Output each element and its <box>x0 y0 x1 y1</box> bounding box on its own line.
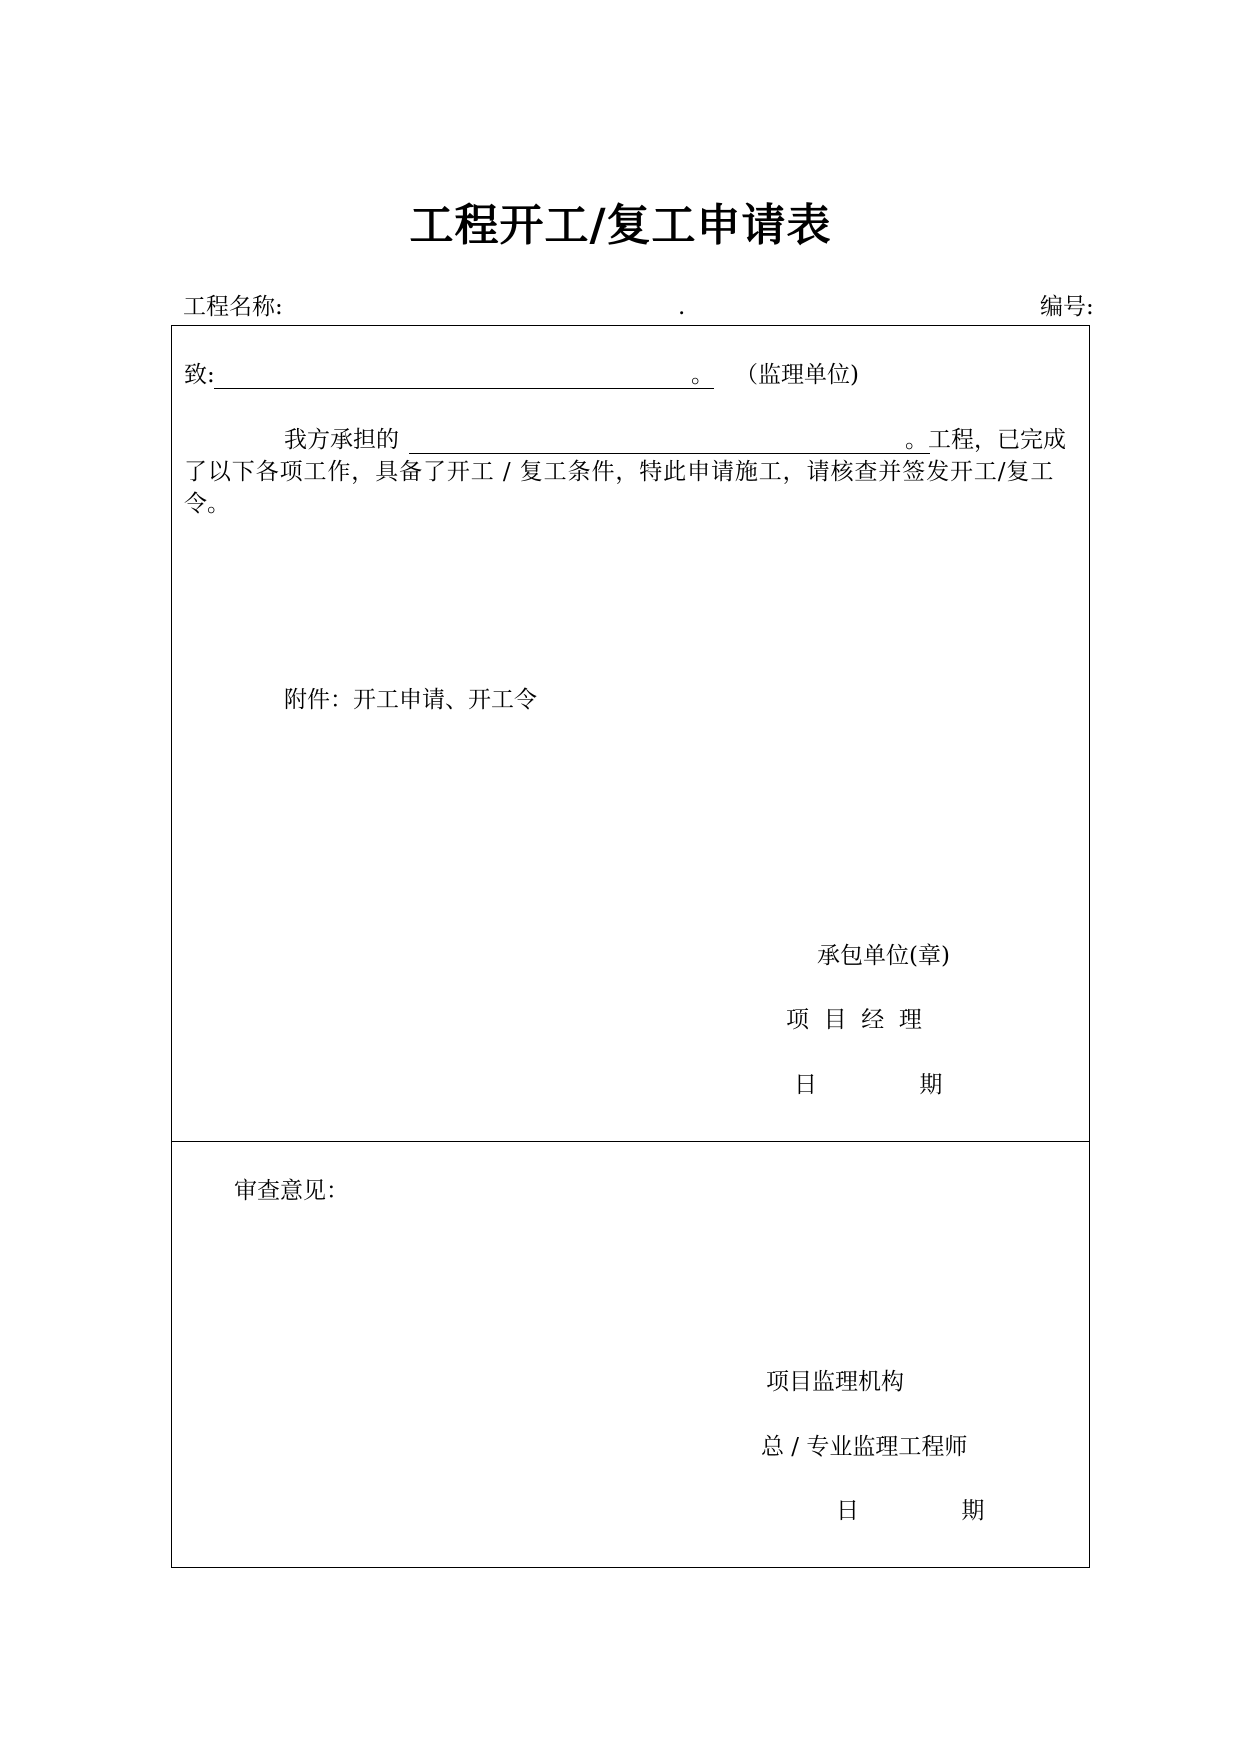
recipient-blank[interactable] <box>214 388 714 389</box>
commitment-line-2: 了以下各项工作，具备了开工 / 复工条件，特此申请施工，请核查并签发开工/复工 <box>184 459 1055 485</box>
application-date-label: 日 期 <box>794 1072 943 1098</box>
center-dot: . <box>678 294 686 320</box>
review-date-label: 日 期 <box>836 1498 985 1524</box>
supervising-engineer-label: 总 / 专业监理工程师 <box>761 1434 968 1460</box>
section-divider <box>172 1141 1089 1142</box>
project-name-label: 工程名称: <box>183 294 283 320</box>
commitment-line-3: 令。 <box>184 491 230 517</box>
page-title: 工程开工/复工申请表 <box>409 200 832 251</box>
supervision-unit-label: （监理单位) <box>735 362 859 388</box>
project-manager-label: 项 目 经 理 <box>786 1007 922 1033</box>
number-label: 编号: <box>1040 294 1094 320</box>
contractor-seal-label: 承包单位(章) <box>817 943 950 969</box>
to-period: 。 <box>691 362 714 388</box>
commitment-prefix: 我方承担的 <box>284 427 399 453</box>
supervision-org-label: 项目监理机构 <box>766 1369 904 1395</box>
project-blank[interactable] <box>409 453 930 454</box>
form-table <box>171 325 1090 1568</box>
to-label: 致: <box>184 362 215 388</box>
review-opinion-label: 审查意见： <box>234 1178 349 1204</box>
attachment-text: 附件：开工申请、开工令 <box>284 687 537 713</box>
commitment-suffix: 。工程，已完成 <box>905 427 1066 453</box>
